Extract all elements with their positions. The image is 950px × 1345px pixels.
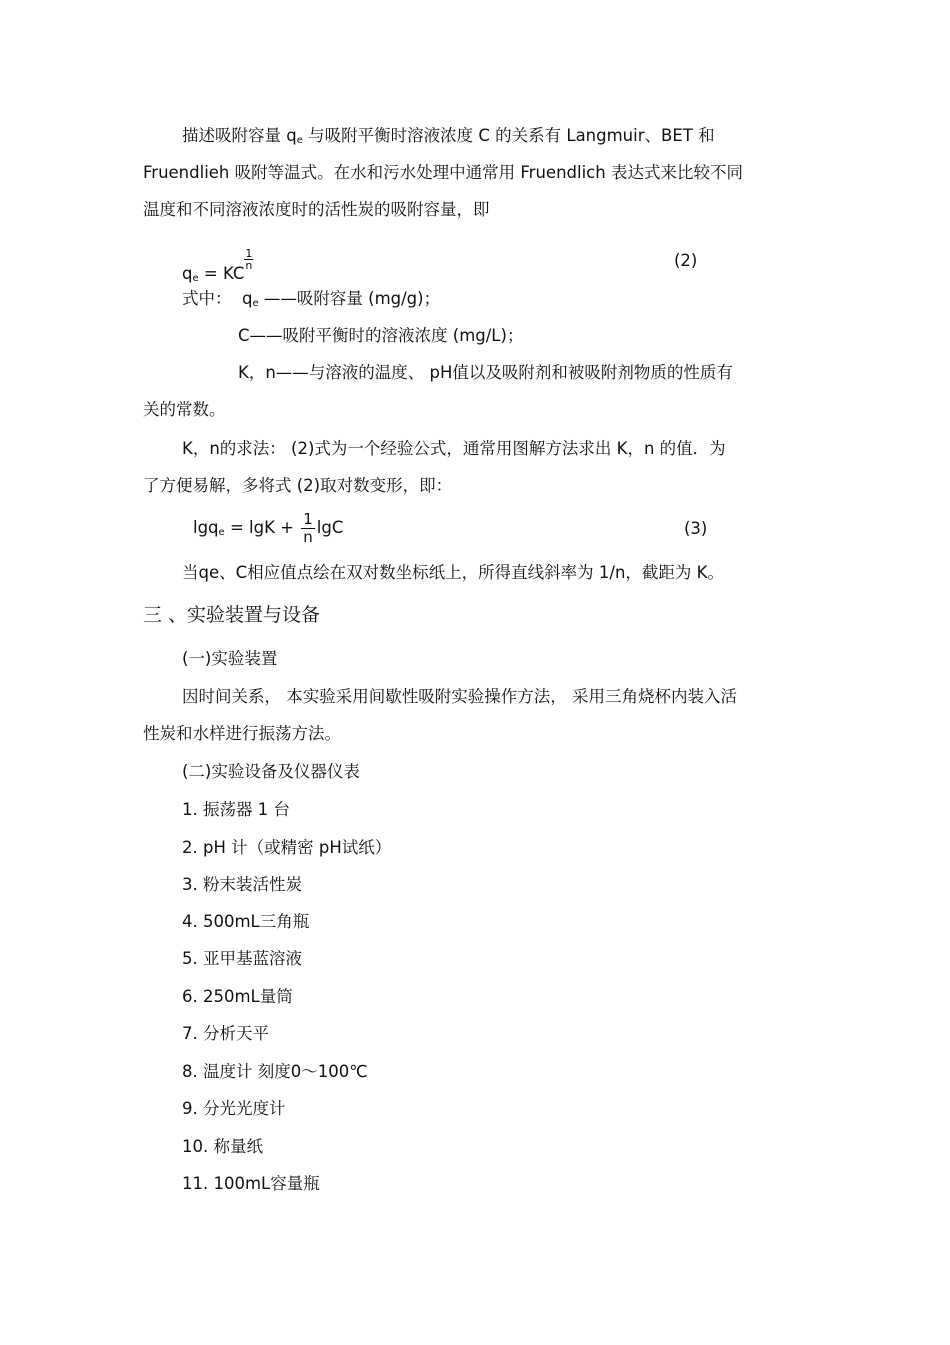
equation-3 bbox=[193, 508, 343, 553]
subsection-1: (一)实验装置 bbox=[182, 649, 278, 668]
intro-text-a: 描述吸附容量 q bbox=[182, 126, 297, 145]
list-item: 9. 分光光度计 bbox=[182, 1099, 286, 1118]
intro-line-3: 温度和不同溶液浓度时的活性炭的吸附容量，即 bbox=[143, 200, 490, 219]
paragraph-line-1: 因时间关系， 本实验采用间歇性吸附实验操作方法， 采用三角烧杯内装入活 bbox=[182, 687, 737, 706]
where-q: q bbox=[242, 289, 253, 308]
paragraph-line-2: 性炭和水样进行振荡方法。 bbox=[143, 724, 341, 743]
eq3-lhs: lgq bbox=[193, 518, 219, 537]
eq2-lhs-sub: e bbox=[192, 273, 199, 284]
list-item: 7. 分析天平 bbox=[182, 1024, 269, 1043]
eq3-rhs: lgC bbox=[316, 518, 344, 537]
list-item: 4. 500mL三角瓶 bbox=[182, 912, 310, 931]
eq3-mid: = lgK + bbox=[224, 518, 300, 537]
method-line-1: K，n的求法： (2)式为一个经验公式，通常用图解方法求出 K，n 的值．为 bbox=[182, 439, 726, 458]
where-qe bbox=[182, 288, 440, 315]
intro-text-b: 与吸附平衡时溶液浓度 C 的关系有 Langmuir、BET 和 bbox=[302, 126, 715, 145]
list-item: 6. 250mL量筒 bbox=[182, 987, 293, 1006]
eq3-frac-num: 1 bbox=[303, 510, 313, 528]
eq3-fraction bbox=[301, 511, 315, 546]
eq2-mid: = KC bbox=[198, 264, 245, 283]
eq3-lhs-sub: e bbox=[218, 527, 225, 538]
plot-text: 当qe、C相应值点绘在双对数坐标纸上，所得直线斜率为 1/n，截距为 K。 bbox=[182, 563, 724, 582]
section-3-heading: 三 、实验装置与设备 bbox=[143, 604, 321, 626]
list-item: 10. 称量纸 bbox=[182, 1137, 263, 1156]
eq3-frac-den: n bbox=[303, 528, 313, 546]
where-c: C——吸附平衡时的溶液浓度 (mg/L)； bbox=[238, 326, 524, 345]
list-item: 11. 100mL容量瓶 bbox=[182, 1174, 320, 1193]
eq2-exp-num: 1 bbox=[245, 247, 253, 260]
list-item: 1. 振荡器 1 台 bbox=[182, 800, 290, 819]
method-line-2: 了方便易解，多将式 (2)取对数变形，即： bbox=[143, 476, 453, 495]
intro-line-2: Fruendlieh 吸附等温式。在水和污水处理中通常用 Fruendlich 表达式来比较不同 bbox=[143, 163, 743, 182]
list-item: 2. pH 计（或精密 pH试纸） bbox=[182, 838, 392, 857]
equation-3-number: (3) bbox=[684, 519, 708, 538]
where-kn-cont: 关的常数。 bbox=[143, 400, 226, 419]
qe-subscript: e bbox=[296, 135, 303, 146]
subsection-2: (二)实验设备及仪器仪表 bbox=[182, 762, 360, 781]
equation-2-number: (2) bbox=[674, 251, 698, 270]
where-q-desc: ——吸附容量 (mg/g)； bbox=[258, 289, 441, 308]
intro-line-1 bbox=[182, 125, 715, 152]
eq2-lhs: q bbox=[182, 264, 193, 283]
list-item: 3. 粉末装活性炭 bbox=[182, 875, 302, 894]
eq2-exp-den: n bbox=[245, 259, 253, 272]
equation-2 bbox=[182, 248, 253, 290]
list-item: 5. 亚甲基蓝溶液 bbox=[182, 949, 302, 968]
eq2-exponent bbox=[244, 248, 253, 271]
where-label: 式中： bbox=[182, 289, 232, 308]
list-item: 8. 温度计 刻度0～100℃ bbox=[182, 1062, 368, 1081]
where-q-sub: e bbox=[252, 298, 259, 309]
where-kn: K，n——与溶液的温度、 pH值以及吸附剂和被吸附剂物质的性质有 bbox=[238, 363, 733, 382]
